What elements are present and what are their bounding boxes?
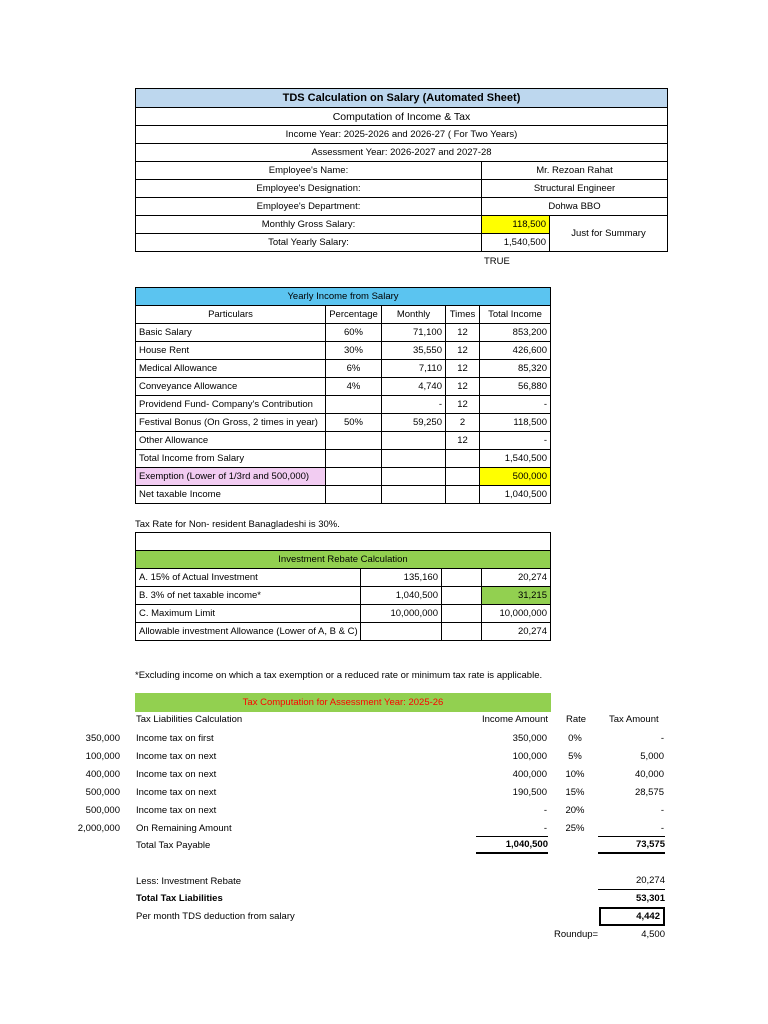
rebate-label-cell: Allowable investment Allowance (Lower of A, B & C) [135,622,361,641]
income-cell: 59,250 [381,413,446,432]
total-yearly-label: Total Yearly Salary: [135,233,482,252]
income-cell [445,467,480,486]
rebate-table-title: Investment Rebate Calculation [135,550,551,569]
income-cell: 1,540,500 [479,449,551,468]
slab-income: - [543,804,547,816]
slab-label: On Remaining Amount [136,822,232,834]
rebate-blank-cell [441,604,482,623]
rebate-value-cell: 31,215 [481,586,551,605]
income-cell: 12 [445,359,480,378]
rebate-amount-cell: 135,160 [360,568,442,587]
employee-name-label: Employee's Name: [135,161,482,180]
income-table-title: Yearly Income from Salary [135,287,551,306]
slab-label: Income tax on next [136,804,217,816]
slab-income: 190,500 [512,786,547,798]
roundup-label: Roundup= [554,928,599,940]
income-cell: 50% [325,413,382,432]
less-rebate-value: 20,274 [598,872,665,890]
income-cell: 12 [445,323,480,342]
rebate-blank-cell [441,622,482,641]
employee-designation-label: Employee's Designation: [135,179,482,198]
slab-amount: 100,000 [85,750,120,762]
slab-income: - [543,822,547,834]
income-cell: 426,600 [479,341,551,360]
income-header-cell: Monthly [381,305,446,324]
income-cell: Net taxable Income [135,485,326,504]
rebate-blank-cell [441,586,482,605]
slab-tax: - [660,804,664,816]
income-cell: 60% [325,323,382,342]
rebate-amount-cell: 10,000,000 [360,604,442,623]
income-cell [381,485,446,504]
per-month-label: Per month TDS deduction from salary [136,910,295,922]
income-cell: 85,320 [479,359,551,378]
slab-label: Income tax on next [136,750,217,762]
income-cell: 6% [325,359,382,378]
less-rebate-label: Less: Investment Rebate [136,875,242,887]
monthly-gross-value[interactable]: 118,500 [481,215,550,234]
income-cell: House Rent [135,341,326,360]
slab-tax: - [660,822,664,834]
income-cell: 71,100 [381,323,446,342]
slab-amount: 2,000,000 [77,822,120,834]
income-cell: 56,880 [479,377,551,396]
income-cell: 7,110 [381,359,446,378]
income-cell: 12 [445,395,480,414]
income-cell [325,395,382,414]
income-cell [381,449,446,468]
rebate-label-cell: C. Maximum Limit [135,604,361,623]
income-cell: 4% [325,377,382,396]
income-cell: Conveyance Allowance [135,377,326,396]
employee-department-label: Employee's Department: [135,197,482,216]
slab-amount: 400,000 [85,768,120,780]
income-cell [381,431,446,450]
slab-rate: 10% [565,768,585,780]
income-cell: 12 [445,377,480,396]
slab-income: 100,000 [512,750,547,762]
taxcomp-header-tax: Tax Amount [609,713,659,725]
income-cell: 853,200 [479,323,551,342]
income-cell: Medical Allowance [135,359,326,378]
income-cell: 500,000 [479,467,551,486]
assessment-year: Assessment Year: 2026-2027 and 2027-28 [135,143,668,162]
income-header-cell: Percentage [325,305,382,324]
slab-income: 400,000 [512,768,547,780]
income-cell [445,485,480,504]
income-cell: - [479,431,551,450]
slab-rate: 25% [565,822,585,834]
income-cell: 118,500 [479,413,551,432]
footnote: *Excluding income on which a tax exemption or a reduced rate or minimum tax rate is applicable. [135,669,543,681]
taxcomp-header-label: Tax Liabilities Calculation [136,713,243,725]
slab-label: Income tax on next [136,786,217,798]
taxcomp-header-income: Income Amount [482,713,549,725]
income-cell: Exemption (Lower of 1/3rd and 500,000) [135,467,326,486]
slab-label: Income tax on next [136,768,217,780]
income-cell: Basic Salary [135,323,326,342]
income-header-cell: Particulars [135,305,326,324]
rebate-amount-cell [360,622,442,641]
slab-tax: 28,575 [634,786,664,798]
rebate-label-cell: A. 15% of Actual Investment [135,568,361,587]
slab-rate: 5% [568,750,582,762]
per-month-value: 4,442 [599,907,665,926]
rebate-blank-cell [441,568,482,587]
sheet-title: TDS Calculation on Salary (Automated Sheet) [135,88,668,108]
rebate-value-cell: 10,000,000 [481,604,551,623]
income-cell: - [381,395,446,414]
income-cell [381,467,446,486]
total-income-amount: 1,040,500 [476,836,548,854]
rebate-blank-row [135,532,551,551]
slab-rate: 15% [565,786,585,798]
employee-name-value: Mr. Rezoan Rahat [481,161,668,180]
employee-department-value: Dohwa BBO [481,197,668,216]
total-yearly-value: 1,540,500 [481,233,550,252]
slab-tax: - [660,732,664,744]
summary-note: Just for Summary [549,215,668,252]
slab-label: Income tax on first [136,732,214,744]
income-cell: 35,550 [381,341,446,360]
monthly-gross-label: Monthly Gross Salary: [135,215,482,234]
total-tax-label: Total Tax Payable [136,839,211,851]
slab-income: 350,000 [512,732,547,744]
income-cell [325,485,382,504]
rebate-amount-cell: 1,040,500 [360,586,442,605]
income-cell [325,467,382,486]
income-cell: 30% [325,341,382,360]
income-cell: 12 [445,431,480,450]
slab-rate: 0% [568,732,582,744]
total-liabilities-label: Total Tax Liabilities [136,892,223,904]
roundup-value: 4,500 [641,928,665,940]
income-cell: 12 [445,341,480,360]
rebate-value-cell: 20,274 [481,622,551,641]
slab-amount: 350,000 [85,732,120,744]
income-cell: 4,740 [381,377,446,396]
slab-tax: 40,000 [634,768,664,780]
true-flag: TRUE [484,255,510,267]
income-cell [325,431,382,450]
taxcomp-title: Tax Computation for Assessment Year: 2025-26 [135,693,551,712]
employee-designation-value: Structural Engineer [481,179,668,198]
total-liabilities-value: 53,301 [635,892,665,904]
income-cell: Other Allowance [135,431,326,450]
income-cell [325,449,382,468]
slab-rate: 20% [565,804,585,816]
income-cell: Total Income from Salary [135,449,326,468]
income-cell: 2 [445,413,480,432]
income-year: Income Year: 2025-2026 and 2026-27 ( For Two Years) [135,125,668,144]
total-tax-amount: 73,575 [598,836,665,854]
income-cell: Providend Fund- Company's Contribution [135,395,326,414]
tax-rate-note: Tax Rate for Non- resident Banagladeshi is 30%. [135,518,340,530]
rebate-value-cell: 20,274 [481,568,551,587]
income-cell: Festival Bonus (On Gross, 2 times in year) [135,413,326,432]
income-header-cell: Total Income [479,305,551,324]
income-cell: - [479,395,551,414]
taxcomp-header-rate: Rate [566,713,587,725]
slab-amount: 500,000 [85,804,120,816]
income-cell: 1,040,500 [479,485,551,504]
slab-amount: 500,000 [85,786,120,798]
slab-tax: 5,000 [640,750,664,762]
income-header-cell: Times [445,305,480,324]
rebate-label-cell: B. 3% of net taxable income* [135,586,361,605]
income-cell [445,449,480,468]
sheet-subtitle: Computation of Income & Tax [135,107,668,126]
